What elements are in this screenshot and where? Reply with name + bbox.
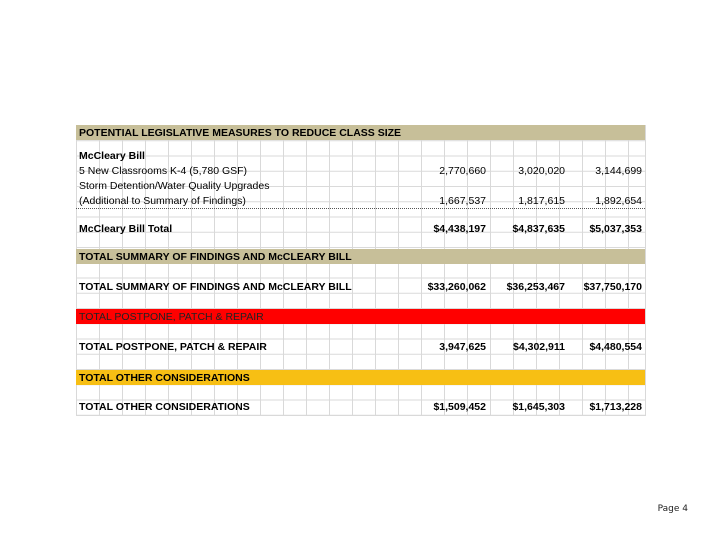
header-label: POTENTIAL LEGISLATIVE MEASURES TO REDUCE CLASS SIZE	[79, 127, 402, 139]
value-cell: 3,947,625	[439, 341, 486, 353]
header-band-other	[76, 370, 645, 385]
header-band-summary	[76, 249, 645, 264]
value-cell: 1,817,615	[518, 195, 565, 207]
value-cell: $1,509,452	[433, 401, 486, 413]
value-cell: $4,302,911	[513, 341, 565, 353]
header-label: TOTAL SUMMARY OF FINDINGS AND McCLEARY BILL	[79, 251, 352, 263]
dotted-separator	[76, 208, 645, 209]
value-cell: 3,144,699	[595, 165, 642, 177]
row-label: 5 New Classrooms K-4 (5,780 GSF)	[79, 165, 248, 177]
row-label: TOTAL SUMMARY OF FINDINGS AND McCLEARY BILL	[79, 281, 352, 293]
value-cell: $4,438,197	[433, 223, 486, 235]
row-label: McCleary Bill Total	[79, 223, 173, 235]
value-cell: $4,480,554	[589, 341, 642, 353]
value-cell: 3,020,020	[518, 165, 565, 177]
value-cell: $36,253,467	[506, 281, 565, 293]
page-number: Page 4	[657, 504, 688, 514]
value-cell: $37,750,170	[583, 281, 642, 293]
header-label: TOTAL OTHER CONSIDERATIONS	[79, 372, 250, 384]
value-cell: $4,837,635	[512, 223, 565, 235]
value-cell: 1,892,654	[595, 195, 642, 207]
row-label: TOTAL OTHER CONSIDERATIONS	[79, 401, 250, 413]
value-cell: $1,713,228	[589, 401, 642, 413]
value-cell: $1,645,303	[512, 401, 565, 413]
row-label: Storm Detention/Water Quality Upgrades	[79, 180, 270, 192]
header-label: TOTAL POSTPONE, PATCH & REPAIR	[79, 311, 264, 323]
value-cell: 1,667,537	[439, 195, 486, 207]
mccleary-heading: McCleary Bill	[79, 150, 145, 162]
value-cell: $33,260,062	[427, 281, 486, 293]
row-label: TOTAL POSTPONE, PATCH & REPAIR	[79, 341, 267, 353]
header-band-postpone	[76, 309, 645, 324]
value-cell: 2,770,660	[439, 165, 486, 177]
value-cell: $5,037,353	[589, 223, 642, 235]
row-label: (Additional to Summary of Findings)	[79, 195, 246, 207]
header-band-potential	[76, 125, 645, 140]
spreadsheet	[76, 125, 646, 416]
